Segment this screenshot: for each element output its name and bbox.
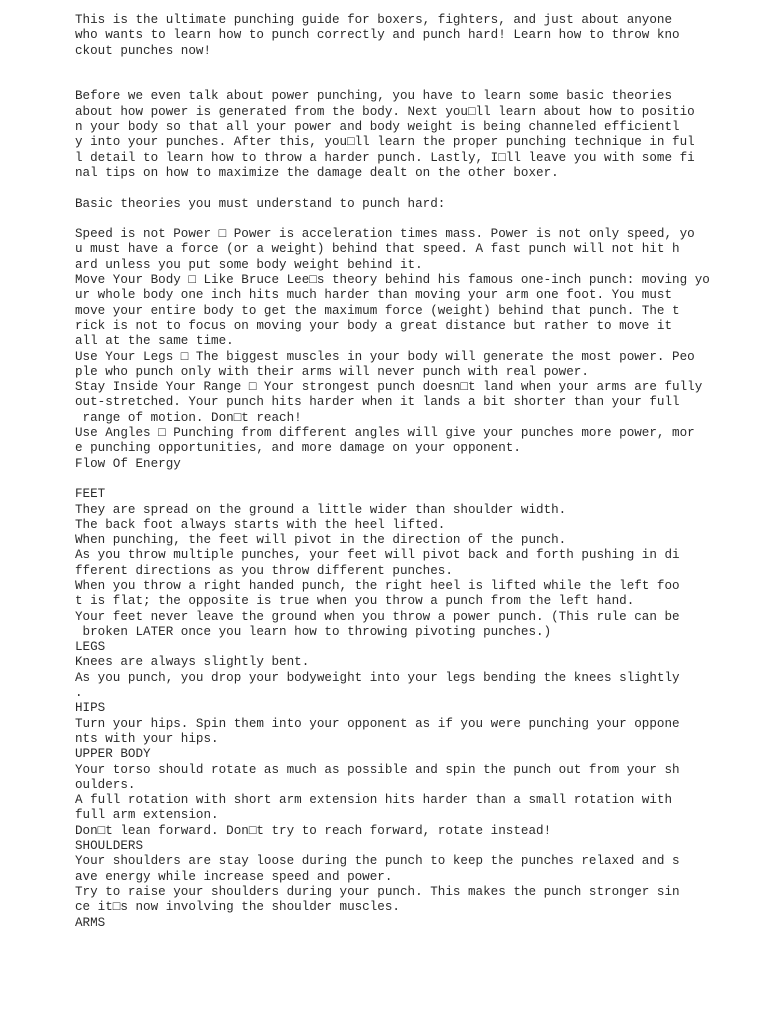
- text-line: ple who punch only with their arms will never punch with real power.: [75, 364, 589, 379]
- text-line: HIPS: [75, 701, 106, 716]
- text-line: ce it□s now involving the shoulder muscles.: [75, 900, 400, 915]
- text-line: ave energy while increase speed and power.: [75, 869, 393, 884]
- text-line: Flow Of Energy: [75, 456, 181, 471]
- text-line: Before we even talk about power punching, you have to learn some basic theories: [75, 89, 673, 104]
- text-line: When you throw a right handed punch, the right heel is lifted while the left foo: [75, 578, 680, 593]
- blank-line: [75, 212, 715, 227]
- blank-line: [75, 74, 715, 89]
- text-line: range of motion. Don□t reach!: [75, 410, 302, 425]
- text-line: FEET: [75, 487, 106, 502]
- text-line: SHOULDERS: [75, 839, 144, 854]
- text-line: nal tips on how to maximize the damage dealt on the other boxer.: [75, 165, 559, 180]
- text-line: full arm extension.: [75, 808, 219, 823]
- text-line: Turn your hips. Spin them into your opponent as if you were punching your oppone: [75, 716, 680, 731]
- text-line: Basic theories you must understand to punch hard:: [75, 196, 446, 211]
- text-line: Stay Inside Your Range □ Your strongest punch doesn□t land when your arms are fully: [75, 380, 703, 395]
- text-line: t is flat; the opposite is true when you throw a punch from the left hand.: [75, 594, 635, 609]
- text-line: Use Angles □ Punching from different angles will give your punches more power, mor: [75, 426, 695, 441]
- text-line: A full rotation with short arm extension hits harder than a small rotation with: [75, 793, 673, 808]
- text-line: Move Your Body □ Like Bruce Lee□s theory behind his famous one-inch punch: moving yo: [75, 273, 710, 288]
- text-line: oulders.: [75, 777, 136, 792]
- text-line: Knees are always slightly bent.: [75, 655, 310, 670]
- text-line: As you throw multiple punches, your feet will pivot back and forth pushing in di: [75, 548, 680, 563]
- text-line: rick is not to focus on moving your body a great distance but rather to move it: [75, 318, 673, 333]
- text-line: ard unless you put some body weight behind it.: [75, 257, 423, 272]
- text-line: l detail to learn how to throw a harder punch. Lastly, I□ll leave you with some fi: [75, 150, 695, 165]
- text-line: LEGS: [75, 640, 106, 655]
- text-line: about how power is generated from the body. Next you□ll learn about how to positio: [75, 104, 695, 119]
- text-line: .: [75, 686, 83, 701]
- blank-line: [75, 181, 715, 196]
- text-line: all at the same time.: [75, 334, 234, 349]
- text-line: u must have a force (or a weight) behind that speed. A fast punch will not hit h: [75, 242, 680, 257]
- text-line: Speed is not Power □ Power is acceleration times mass. Power is not only speed, yo: [75, 227, 695, 242]
- text-line: As you punch, you drop your bodyweight into your legs bending the knees slightly: [75, 670, 680, 685]
- text-line: y into your punches. After this, you□ll learn the proper punching technique in ful: [75, 135, 695, 150]
- text-line: e punching opportunities, and more damage on your opponent.: [75, 441, 521, 456]
- text-line: nts with your hips.: [75, 731, 219, 746]
- text-line: n your body so that all your power and body weight is being channeled efficientl: [75, 120, 680, 135]
- text-line: They are spread on the ground a little wider than shoulder width.: [75, 502, 567, 517]
- text-line: Your torso should rotate as much as possible and spin the punch out from your sh: [75, 762, 680, 777]
- text-line: UPPER BODY: [75, 747, 151, 762]
- text-line: Your feet never leave the ground when you throw a power punch. (This rule can be: [75, 609, 680, 624]
- text-line: Your shoulders are stay loose during the punch to keep the punches relaxed and s: [75, 854, 680, 869]
- text-line: When punching, the feet will pivot in the direction of the punch.: [75, 533, 567, 548]
- document-body: [75, 13, 715, 931]
- text-line: This is the ultimate punching guide for boxers, fighters, and just about anyone: [75, 13, 673, 27]
- blank-line: [75, 59, 715, 74]
- blank-line: [75, 472, 715, 487]
- text-line: ckout punches now!: [75, 43, 212, 58]
- text-line: Try to raise your shoulders during your punch. This makes the punch stronger sin: [75, 884, 680, 899]
- text-line: out-stretched. Your punch hits harder when it lands a bit shorter than your full: [75, 395, 680, 410]
- text-line: move your entire body to get the maximum force (weight) behind that punch. The t: [75, 303, 680, 318]
- text-line: ur whole body one inch hits much harder than moving your arm one foot. You must: [75, 288, 673, 303]
- text-line: fferent directions as you throw different punches.: [75, 563, 453, 578]
- text-line: The back foot always starts with the heel lifted.: [75, 517, 446, 532]
- text-line: Use Your Legs □ The biggest muscles in your body will generate the most power. Peo: [75, 349, 695, 364]
- text-line: Don□t lean forward. Don□t try to reach forward, rotate instead!: [75, 823, 552, 838]
- text-line: who wants to learn how to punch correctly and punch hard! Learn how to throw kno: [75, 28, 680, 43]
- text-line: broken LATER once you learn how to throwing pivoting punches.): [75, 624, 552, 639]
- text-line: ARMS: [75, 915, 106, 930]
